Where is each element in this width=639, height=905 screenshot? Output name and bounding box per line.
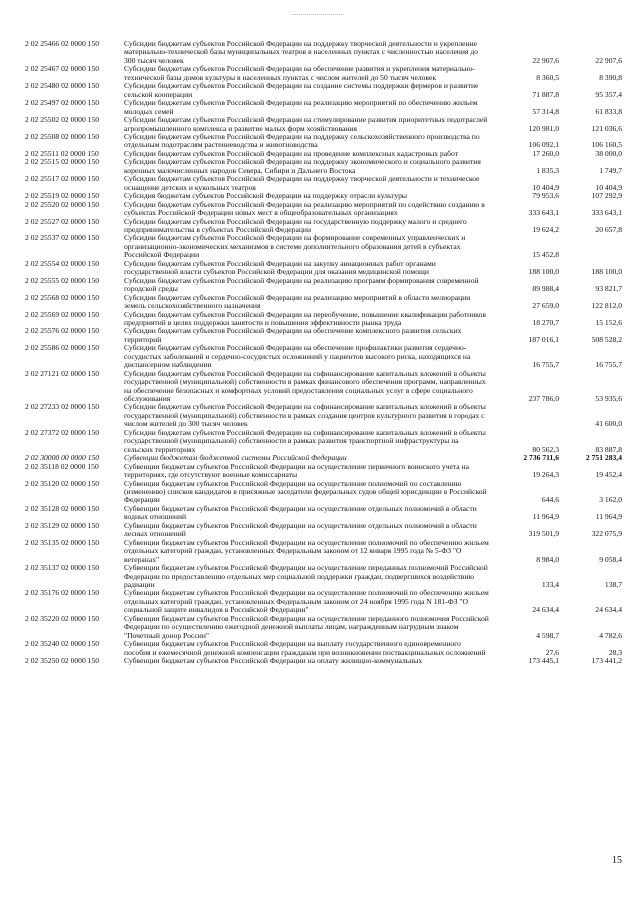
row-code: 2 02 35128 02 0000 150 [25, 503, 100, 513]
table-row [25, 234, 622, 259]
row-value-2: 107 292,9 [591, 191, 622, 201]
row-description: Субсидии бюджетам субъектов Российской Федерации на реализацию мероприятий по содействию созданию в субъектах Российской Федерации новых мест в общеобразовательных организациях [124, 199, 485, 218]
row-value-1: 27,6 [545, 647, 559, 657]
row-description: Субвенции бюджетам субъектов Российской Федерации на выплату государственного единовременного пособия и ежемесячной денежной компенсации гражданам при возникновении поствакцинальных осложнений [124, 639, 486, 657]
row-description: Субсидии бюджетам субъектов Российской Федерации на стимулирование развития приоритетных подотраслей агропромышленного комплекса и развитие малых форм хозяйствования [124, 115, 488, 133]
row-description: Субсидии бюджетам субъектов Российской Федерации на формирование современных управленческих и организационно-экономических механизмов в системе дополнительного образования детей в субъектах Российской Федерации [124, 233, 466, 260]
row-value-1: 1 835,3 [536, 165, 559, 175]
row-value-2: 28,3 [608, 647, 622, 657]
row-description: Субсидии бюджетам субъектов Российской Федерации на поддержку творческой деятельности и техническое оснащение детских и кукольных театров [124, 174, 480, 192]
row-value-1: 188 100,0 [528, 267, 559, 277]
row-code: 2 02 25519 02 0000 150 [25, 191, 100, 201]
table-row [25, 99, 622, 116]
top-divider [292, 14, 344, 15]
row-value-1: 27 659,0 [532, 301, 559, 311]
table-row [25, 370, 622, 404]
row-code: 2 02 25586 02 0000 150 [25, 343, 100, 353]
row-code: 2 02 35118 02 0000 150 [25, 461, 99, 471]
table-row [25, 311, 622, 328]
row-code: 2 02 25555 02 0000 150 [25, 275, 100, 285]
row-description: Субвенции бюджетам субъектов Российской Федерации на осуществление полномочий по составлению (изменению) списков кандидатов в присяжные заседатели федеральных судов общей юрисдикции в Российской Федерации [124, 478, 487, 505]
row-value-1: 644,6 [541, 495, 559, 505]
row-code: 2 02 25466 02 0000 150 [25, 39, 100, 48]
row-value-1: 19 624,2 [532, 224, 559, 234]
row-value-1: 106 092,1 [528, 140, 559, 150]
row-code: 2 02 35120 02 0000 150 [25, 478, 100, 488]
row-value-1: 133,4 [541, 580, 559, 589]
row-value-2: 41 600,0 [595, 419, 622, 429]
row-code: 2 02 25502 02 0000 150 [25, 115, 100, 125]
row-value-1: 16 755,7 [532, 360, 559, 370]
table-row [25, 429, 622, 454]
row-value-2: 19 452,4 [595, 470, 622, 480]
row-value-2: 93 821,7 [595, 284, 622, 294]
row-description: Субсидии бюджетам субъектов Российской Федерации на закупку авиационных работ органами государственной власти субъектов Российской Федерации для оказания медицинской помощи [124, 258, 436, 277]
row-code: 2 02 35250 02 0000 150 [25, 656, 100, 666]
row-value-1: 79 953,6 [532, 191, 559, 201]
budget-table [25, 40, 622, 666]
row-value-1: 18 270,7 [532, 317, 559, 327]
row-value-2: 10 404,9 [595, 182, 622, 192]
row-value-1: 22 907,6 [532, 55, 559, 65]
row-value-2: 83 887,8 [595, 444, 622, 454]
row-description: Субсидии бюджетам субъектов Российской Федерации на обеспечение комплексного развития сельских территорий [124, 326, 462, 344]
table-row [25, 65, 622, 82]
row-code: 2 02 27121 02 0000 150 [25, 368, 100, 378]
row-value-2: 16 755,7 [595, 360, 622, 370]
row-value-2: 4 782,6 [599, 630, 622, 640]
table-row [25, 522, 622, 539]
row-code: 2 02 25517 02 0000 150 [25, 174, 100, 184]
row-description: Субсидии бюджетам субъектов Российской Федерации на реализацию мероприятий в области мелиорации земель сельскохозяйственного назначения [124, 292, 471, 311]
row-description: Субсидии бюджетам субъектов Российской Федерации на государственную поддержку малого и среднего предпринимательства в субъектах Российской Федерации [124, 216, 467, 234]
row-value-2: 20 657,8 [595, 224, 622, 234]
row-code: 2 02 25520 02 0000 150 [25, 199, 100, 209]
row-value-2: 15 152,6 [595, 317, 622, 327]
row-value-2: 3 162,0 [599, 495, 622, 505]
row-description: Субсидии бюджетам субъектов Российской Федерации на софинансирование капитальных вложений в объекты государственной (муниципальной) собственности в рамках развития транспортной инфраструктуры на сельских территориях [124, 427, 486, 454]
row-value-2 [559, 234, 622, 259]
table-row [25, 116, 622, 133]
row-description: Субсидии бюджетам субъектов Российской Федерации на поддержку экономического и социального развития коренных малочисленных народов Севера, Сибири и Дальнего Востока [124, 157, 481, 175]
row-code: 2 02 25527 02 0000 150 [25, 216, 100, 226]
row-description: Субвенции бюджетам субъектов Российской Федерации на осуществление полномочий по обеспечению жильем отдельных категорий граждан, установленных Федеральным законом от 24 ноября 1995 года N 181-ФЗ "О социальной защите инвалидов в Российской Федерации" [124, 588, 489, 615]
row-description: Субвенции бюджетам субъектов Российской Федерации на осуществление полномочий по обеспечению жильем отдельных категорий граждан, установленных Федеральным законом от 12 января 1995 года № 5-ФЗ "О ветеранах" [124, 537, 489, 564]
row-code: 2 02 25568 02 0000 150 [25, 292, 100, 302]
row-value-1 [495, 403, 559, 428]
table-row [25, 615, 622, 640]
row-value-2: 138,7 [604, 580, 622, 589]
row-value-2: 1 749,7 [599, 165, 622, 175]
table-row [25, 463, 622, 480]
row-value-1: 187 016,1 [528, 334, 559, 344]
row-value-2: 333 643,1 [591, 208, 622, 218]
row-code: 2 02 25515 02 0000 150 [25, 157, 100, 167]
row-code: 2 02 25511 02 0000 150 [25, 148, 99, 158]
table-row [25, 657, 622, 665]
row-value-2: 188 100,0 [591, 267, 622, 277]
row-value-1: 71 887,8 [532, 89, 559, 99]
row-code: 2 02 35135 02 0000 150 [25, 537, 100, 547]
row-description: Субвенции бюджетам бюджетной системы Российской Федерации [124, 453, 347, 463]
row-value-2: 121 036,6 [591, 123, 622, 133]
row-description: Субсидии бюджетам субъектов Российской Федерации на поддержку творческой деятельности и укрепление материально-технической базы муниципальных театров в населенных пунктах с численностью населения до 300 тысяч человек [124, 39, 478, 65]
row-code: 2 02 25537 02 0000 150 [25, 233, 100, 243]
row-description: Субсидии бюджетам субъектов Российской Федерации на обеспечение профилактики развития сердечно-сосудистых заболеваний и сердечно-сосудистых осложнений у пациентов высокого риска, находящихся на диспансерном наблюдении [124, 343, 471, 370]
row-code: 2 02 25508 02 0000 150 [25, 131, 100, 141]
row-value-2: 8 390,8 [599, 72, 622, 82]
row-value-1: 24 634,4 [532, 605, 559, 615]
table-row [25, 218, 622, 235]
row-value-2: 53 935,6 [595, 394, 622, 404]
row-code: 2 02 25576 02 0000 150 [25, 326, 100, 336]
row-description: Субсидии бюджетам субъектов Российской Федерации на софинансирование капитальных вложений в объекты государственной (муниципальной) собственности в рамках создания центров культурного развития в городах с числом жителей до 300 тысяч человек [124, 402, 486, 429]
row-code: 2 02 35220 02 0000 150 [25, 613, 100, 623]
row-value-2: 106 160,5 [591, 140, 622, 150]
row-value-1: 80 562,3 [532, 444, 559, 454]
row-code: 2 02 30000 00 0000 150 [25, 453, 100, 463]
row-description: Субсидии бюджетам субъектов Российской Федерации на реализацию программ формирования современной городской среды [124, 275, 479, 294]
row-description: Субвенции бюджетам субъектов Российской Федерации на осуществление переданного полномочия Российской Федерации по осуществлению ежегодной денежной выплаты лицам, награжденным нагрудным знаком "Почетный донор России" [124, 613, 489, 640]
table-row [25, 327, 622, 344]
row-code: 2 02 35176 02 0000 150 [25, 588, 100, 598]
row-description: Субвенции бюджетам субъектов Российской Федерации на осуществление отдельных полномочий в области лесных отношений [124, 520, 477, 539]
row-value-1: 11 964,9 [532, 512, 559, 522]
table-row [25, 640, 622, 657]
row-value-1: 237 786,0 [528, 394, 559, 404]
row-code: 2 02 25497 02 0000 150 [25, 98, 100, 108]
row-description: Субвенции бюджетам субъектов Российской Федерации на осуществление переданных полномочий Российской Федерации по предоставлению отдельных мер социальной поддержки граждан, подвергшихся воздействию радиации [124, 563, 488, 589]
table-row [25, 564, 622, 589]
row-value-1: 319 501,9 [528, 529, 559, 539]
row-code: 2 02 27372 02 0000 150 [25, 427, 100, 437]
table-row [25, 403, 622, 428]
row-value-1: 173 445,1 [528, 656, 559, 666]
row-value-2: 22 907,6 [595, 55, 622, 65]
row-value-1: 10 404,9 [532, 182, 559, 192]
table-row [25, 82, 622, 99]
row-description: Субсидии бюджетам субъектов Российской Федерации на создание системы поддержки фермеров и развитие сельской кооперации [124, 81, 479, 99]
row-value-2: 24 634,4 [595, 605, 622, 615]
row-value-2: 95 357,4 [595, 89, 622, 99]
row-value-1: 4 598,7 [536, 630, 559, 640]
row-value-2: 2 751 283,4 [585, 453, 622, 463]
row-description: Субсидии бюджетам субъектов Российской Федерации на поддержку сельскохозяйственного производства по отдельным подотраслям растениеводства и животноводства [124, 131, 480, 150]
row-value-2: 38 000,0 [595, 148, 622, 158]
row-value-2: 9 058,4 [599, 554, 622, 564]
row-value-1: 333 643,1 [528, 208, 559, 218]
table-row [25, 260, 622, 277]
row-value-1: 2 736 711,6 [523, 453, 559, 463]
table-row [25, 158, 622, 175]
row-value-1: 8 984,0 [536, 554, 559, 564]
row-value-1: 89 988,4 [532, 284, 559, 294]
table-row [25, 133, 622, 150]
row-code: 2 02 35240 02 0000 150 [25, 639, 100, 649]
row-value-2: 122 812,0 [591, 301, 622, 311]
row-value-2: 322 075,9 [591, 529, 622, 539]
row-description: Субвенции бюджетам субъектов Российской Федерации на осуществление первичного воинского учета на территориях, где отсутствуют военные комиссариаты [124, 461, 469, 480]
table-row [25, 589, 622, 614]
table-row [25, 40, 622, 65]
table-row [25, 539, 622, 564]
row-value-1: 120 981,0 [528, 123, 559, 133]
row-code: 2 02 25467 02 0000 150 [25, 64, 100, 74]
row-value-2: 508 528,2 [591, 334, 622, 344]
row-code: 2 02 25480 02 0000 150 [25, 81, 100, 91]
table-row [25, 505, 622, 522]
row-description: Субсидия бюджетам субъектов Российской Федерации на поддержку отрасли культуры [124, 191, 408, 201]
row-value-2: 11 964,9 [595, 512, 622, 522]
row-value-1: 17 260,0 [532, 148, 559, 158]
row-value-2: 173 441,2 [591, 656, 622, 666]
table-row [25, 175, 622, 192]
row-value-1: 57 314,8 [532, 106, 559, 116]
row-code: 2 02 25569 02 0000 150 [25, 309, 100, 319]
row-value-1: 19 264,3 [532, 470, 559, 480]
row-value-2: 61 833,8 [595, 106, 622, 116]
row-description: Субвенции бюджетам субъектов Российской Федерации на осуществление отдельных полномочий в области водных отношений [124, 503, 477, 522]
row-code: 2 02 25554 02 0000 150 [25, 258, 100, 268]
row-value-1: 8 360,5 [536, 72, 559, 82]
row-value-1: 15 452,8 [532, 250, 559, 260]
table-row [25, 277, 622, 294]
row-description: Субсидии бюджетам субъектов Российской Федерации на обеспечение развития и укрепления материально-технической базы домов культуры в населенных пунктах с числом жителей до 50 тысяч человек [124, 64, 476, 82]
budget-table-body [25, 40, 622, 666]
page-number: 15 [612, 855, 622, 866]
row-code: 2 02 35137 02 0000 150 [25, 563, 100, 573]
row-code: 2 02 35129 02 0000 150 [25, 520, 100, 530]
table-row [25, 201, 622, 218]
row-description: Субвенции бюджетам субъектов Российской Федерации на оплату жилищно-коммунальных [124, 656, 423, 666]
table-row [25, 294, 622, 311]
row-description: Субсидии бюджетам субъектов Российской Федерации на реализацию мероприятий по обеспечению жильем молодых семей [124, 98, 478, 116]
row-description: Субсидии бюджетам субъектов Российской Федерации на софинансирование капитальных вложений в объекты государственной (муниципальной) собственности в рамках финансового обеспечения программ, направленных на обеспечение безопасных и комфортных условий предоставления социальных услуг в сфере социального обслуживания [124, 368, 486, 404]
row-description: Субсидии бюджетам субъектов Российской Федерации на переобучение, повышение квалификации работников предприятий в целях поддержки занятости и повышения эффективности рынка труда [124, 309, 486, 327]
table-row [25, 480, 622, 505]
row-description: Субсидии бюджетам субъектов Российской Федерации на проведение комплексных кадастровых работ [124, 148, 459, 158]
table-row [25, 344, 622, 369]
row-code: 2 02 27233 02 0000 150 [25, 402, 100, 412]
